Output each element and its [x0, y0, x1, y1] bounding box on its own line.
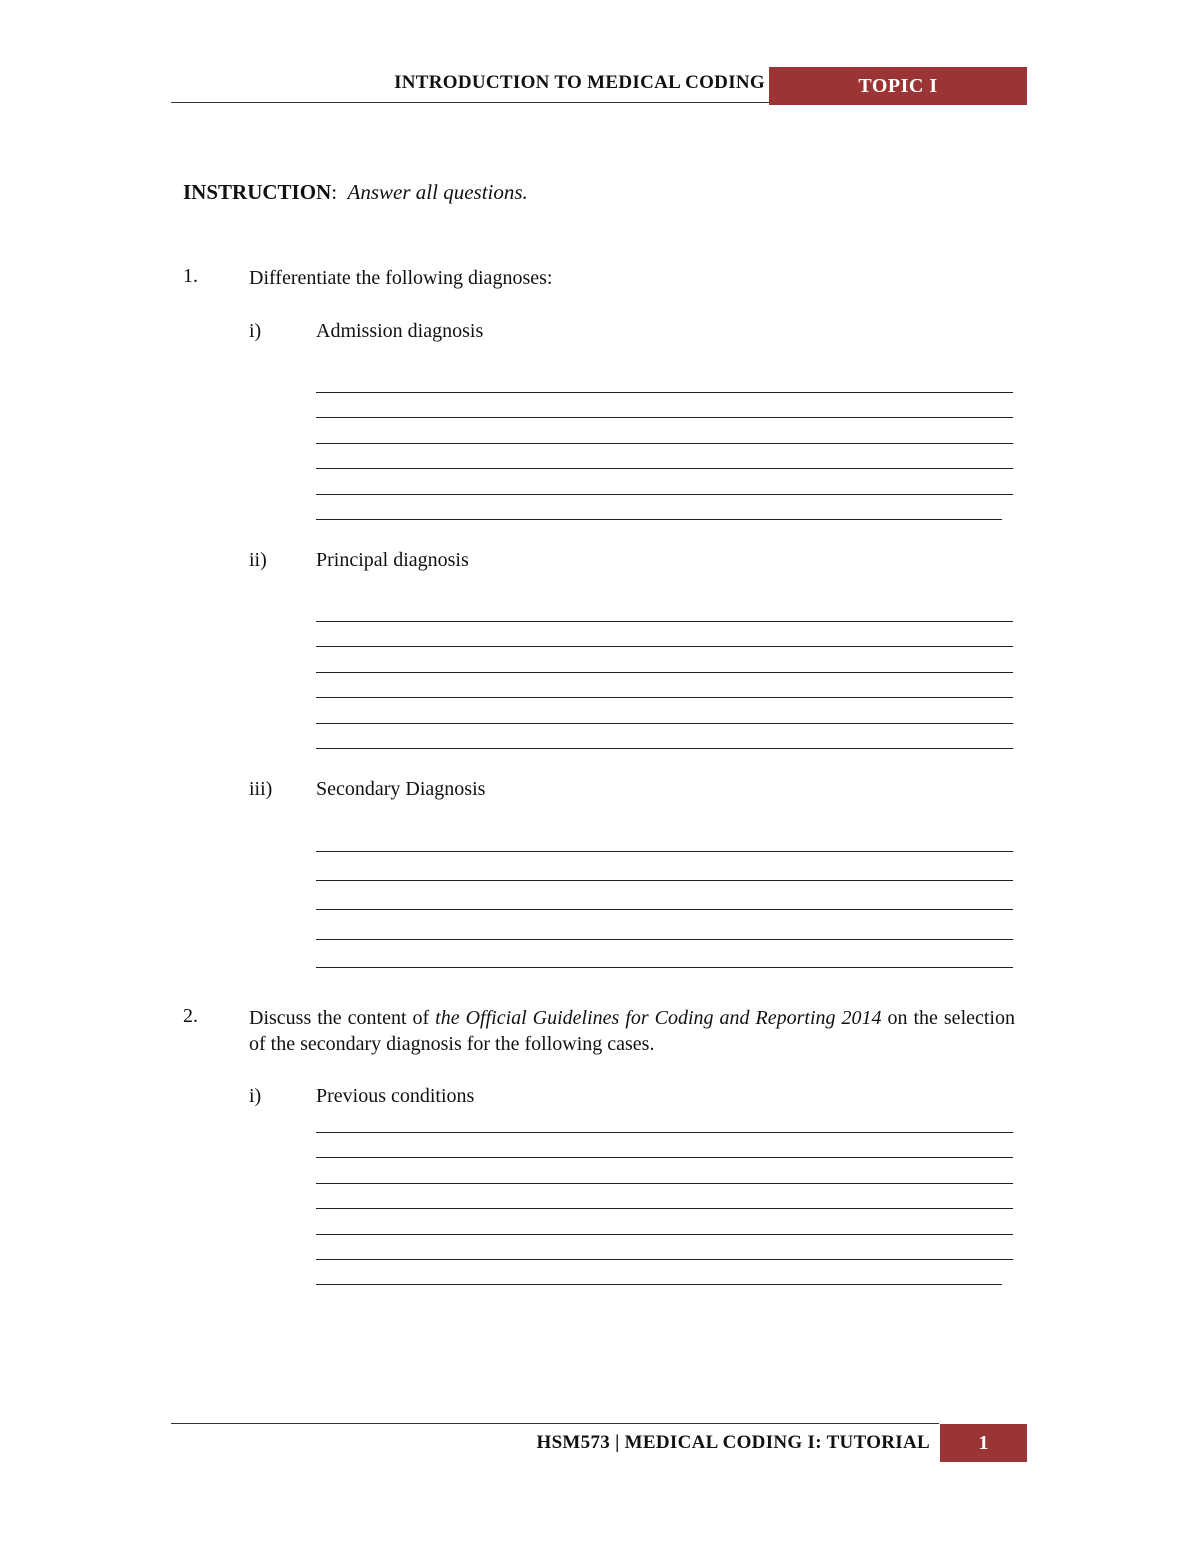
question-2-text-before: Discuss the content of	[249, 1007, 436, 1029]
answer-line[interactable]	[316, 939, 1013, 940]
instruction-text: Answer all questions.	[347, 180, 528, 204]
answer-line[interactable]	[316, 723, 1013, 724]
answer-line[interactable]	[316, 697, 1013, 698]
answer-line[interactable]	[316, 1234, 1013, 1235]
question-1-text: Differentiate the following diagnoses:	[249, 267, 553, 289]
q1-item-3-number: iii)	[249, 778, 273, 800]
instruction-separator: :	[331, 180, 338, 204]
answer-line[interactable]	[316, 1132, 1013, 1133]
question-2-number: 2.	[183, 1005, 198, 1027]
instruction-label: INSTRUCTION	[183, 180, 332, 204]
answer-line[interactable]	[316, 748, 1013, 749]
header-rule	[171, 102, 769, 103]
q1-item-1-number: i)	[249, 320, 262, 342]
answer-line[interactable]	[316, 646, 1013, 647]
answer-line[interactable]	[316, 443, 1013, 444]
question-2-text-after: on the selection of the secondary diagnosis for the following cases.	[249, 1007, 1015, 1055]
answer-line[interactable]	[316, 519, 1002, 520]
answer-line[interactable]	[316, 621, 1013, 622]
q1-item-2-label: Principal diagnosis	[316, 549, 469, 571]
answer-line[interactable]	[316, 1259, 1013, 1260]
page-number: 1	[940, 1424, 1027, 1462]
answer-line[interactable]	[316, 672, 1013, 673]
q2-item-1-label: Previous conditions	[316, 1085, 475, 1107]
answer-line[interactable]	[316, 851, 1013, 852]
question-2-text	[249, 1005, 1015, 1057]
q1-item-3-label: Secondary Diagnosis	[316, 778, 486, 800]
answer-line[interactable]	[316, 1208, 1013, 1209]
answer-line[interactable]	[316, 1284, 1002, 1285]
instruction	[183, 180, 528, 205]
q2-item-1-number: i)	[249, 1085, 262, 1107]
question-2-guidelines-title: the Official Guidelines for Coding and Reporting 2014	[435, 1007, 882, 1029]
answer-line[interactable]	[316, 909, 1013, 910]
question-1-number: 1.	[183, 265, 198, 287]
footer-rule	[171, 1423, 939, 1424]
answer-line[interactable]	[316, 392, 1013, 393]
q1-item-1-label: Admission diagnosis	[316, 320, 484, 342]
footer-title: HSM573 | MEDICAL CODING I: TUTORIAL	[536, 1432, 930, 1453]
answer-line[interactable]	[316, 967, 1013, 968]
q1-item-2-number: ii)	[249, 549, 267, 571]
answer-line[interactable]	[316, 494, 1013, 495]
topic-badge: TOPIC I	[769, 67, 1027, 105]
answer-line[interactable]	[316, 1157, 1013, 1158]
header-title: INTRODUCTION TO MEDICAL CODING	[394, 72, 765, 93]
answer-line[interactable]	[316, 880, 1013, 881]
answer-line[interactable]	[316, 1183, 1013, 1184]
answer-line[interactable]	[316, 468, 1013, 469]
answer-line[interactable]	[316, 417, 1013, 418]
